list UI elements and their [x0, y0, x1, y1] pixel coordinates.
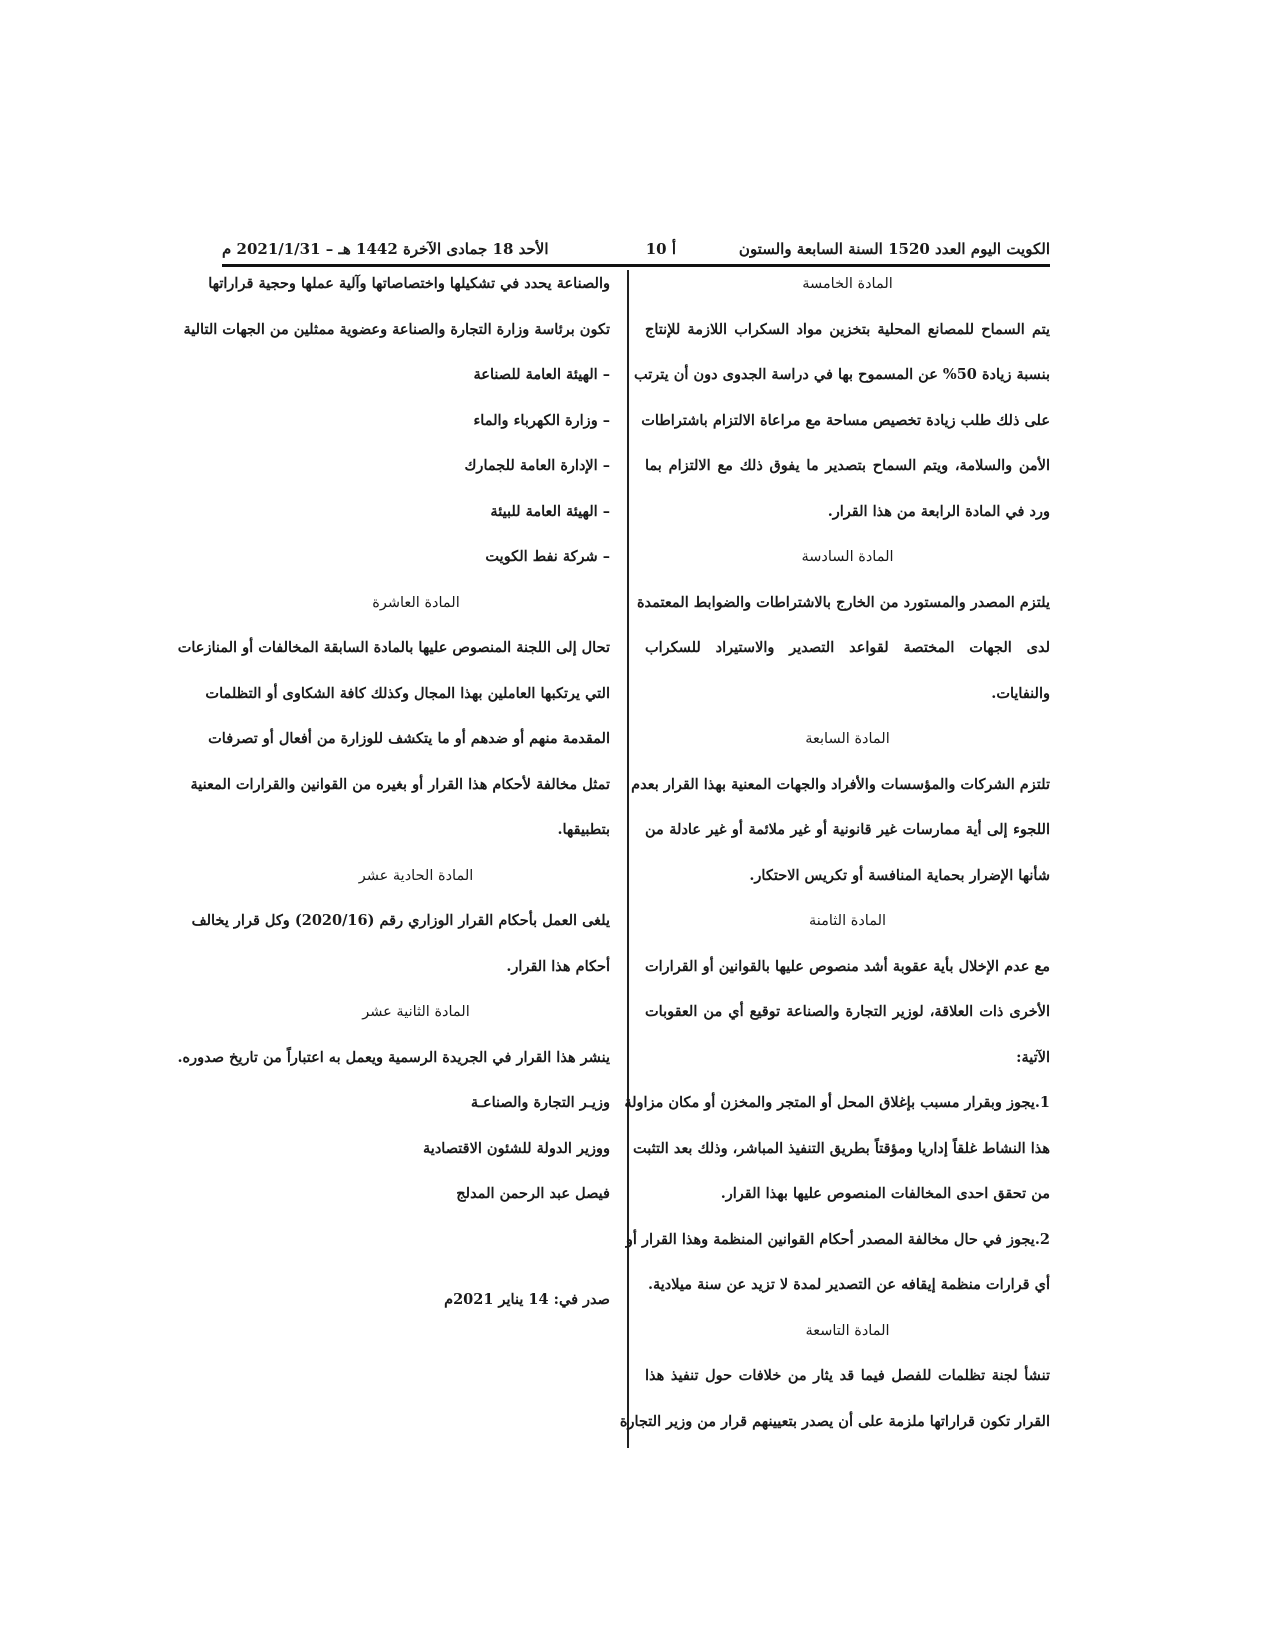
article-8-line: الآتية: — [1016, 1048, 1050, 1066]
article-9-line: القرار تكون قراراتها ملزمة على أن يصدر بتعيينهم قرار من وزير التجارة — [619, 1412, 1050, 1430]
article-7-line: اللجوء إلى أية ممارسات غير قانونية أو غير ملائمة أو غير عادلة من — [645, 821, 1050, 838]
committee-body-item: – الهيئة العامة للصناعة — [473, 366, 610, 383]
article-7-title: المادة السابعة — [805, 731, 890, 747]
signatory-name: فيصل عبد الرحمن المدلج — [456, 1185, 610, 1202]
signatory-title: وزيـر التجارة والصناعـة — [470, 1094, 610, 1111]
signature-spacer — [222, 1228, 610, 1288]
article-8-line: 1.يجوز وبقرار مسبب بإغلاق المحل أو المتجر والمخزن أو مكان مزاولة — [624, 1094, 1050, 1111]
header-rule — [222, 264, 1050, 267]
article-10-line: بتطبيقها. — [557, 821, 610, 838]
article-9-line: تنشأ لجنة تظلمات للفصل فيما قد يثار من خلافات حول تنفيذ هذا — [645, 1367, 1050, 1384]
committee-body-item: – الهيئة العامة للبيئة — [490, 502, 610, 520]
article-7-line: تلتزم الشركات والمؤسسات والأفراد والجهات المعنية بهذا القرار بعدم — [631, 775, 1050, 793]
article-5-title: المادة الخامسة — [802, 276, 893, 292]
page-header — [222, 236, 1050, 264]
article-6-title: المادة السادسة — [801, 549, 894, 565]
header-date: الأحد 18 جمادى الآخرة 1442 هـ – 2021/1/31 م — [222, 240, 549, 258]
continuation-line: والصناعة يحدد في تشكيلها واختصاصاتها وآلية عملها وحجية قراراتها — [208, 275, 610, 292]
article-5-line: يتم السماح للمصانع المحلية بتخزين مواد السكراب اللازمة للإنتاج — [645, 320, 1050, 338]
article-10-line: المقدمة منهم أو ضدهم أو ما يتكشف للوزارة من أفعال أو تصرفات — [208, 730, 610, 747]
article-8-title: المادة الثامنة — [808, 913, 887, 929]
committee-body-item: – وزارة الكهرباء والماء — [473, 411, 610, 429]
article-10-title: المادة العاشرة — [372, 594, 460, 611]
article-10-line: التي يرتكبها العاملين بهذا المجال وكذلك كافة الشكاوى أو التظلمات — [205, 684, 610, 702]
article-7-line: شأنها الإضرار بحماية المنافسة أو تكريس الاحتكار. — [749, 866, 1050, 884]
article-5-line: بنسبة زيادة 50% عن المسموح بها في دراسة الجدوى دون أن يترتب — [634, 366, 1050, 383]
article-6-line: يلتزم المصدر والمستورد من الخارج بالاشتراطات والضوابط المعتمدة — [636, 593, 1050, 611]
column-divider — [627, 270, 629, 1448]
article-8-line: من تحقق احدى المخالفات المنصوص عليها بهذا القرار. — [720, 1185, 1050, 1202]
signatory-title: ووزير الدولة للشئون الاقتصادية — [423, 1139, 610, 1157]
committee-body-item: – شركة نفط الكويت — [485, 548, 610, 565]
article-6-line: والنفايات. — [991, 684, 1050, 702]
publication-title: الكويت اليوم العدد 1520 السنة السابعة والستون — [738, 240, 1050, 258]
article-6-line: لدى الجهات المختصة لقواعد التصدير والاستيراد للسكراب — [645, 639, 1050, 656]
left-column — [177, 272, 610, 1333]
article-11-title: المادة الحادية عشر — [358, 867, 474, 884]
article-11-line: يلغى العمل بأحكام القرار الوزاري رقم (2020/16) وكل قرار يخالف — [191, 912, 610, 929]
article-12-line: ينشر هذا القرار في الجريدة الرسمية ويعمل به اعتباراً من تاريخ صدوره. — [177, 1048, 610, 1066]
article-12-title: المادة الثانية عشر — [362, 1004, 470, 1020]
article-8-line: مع عدم الإخلال بأية عقوبة أشد منصوص عليها بالقوانين أو القرارات — [645, 957, 1050, 975]
article-10-line: تمثل مخالفة لأحكام هذا القرار أو بغيره من القوانين والقرارات المعنية — [190, 775, 610, 793]
page-number: أ 10 — [645, 240, 676, 258]
committee-body-item: – الإدارة العامة للجمارك — [464, 457, 610, 474]
article-11-line: أحكام هذا القرار. — [506, 957, 610, 975]
article-8-line: الأخرى ذات العلاقة، لوزير التجارة والصناعة توقيع أي من العقوبات — [645, 1003, 1050, 1020]
article-8-line: هذا النشاط غلقاً إداريا ومؤقتاً بطريق التنفيذ المباشر، وذلك بعد التثبت — [632, 1139, 1050, 1157]
article-5-line: الأمن والسلامة، ويتم السماح بتصدير ما يفوق ذلك مع الالتزام بما — [645, 457, 1050, 474]
continuation-line: تكون برئاسة وزارة التجارة والصناعة وعضوية ممثلين من الجهات التالية — [183, 320, 610, 338]
right-column — [619, 272, 1050, 1455]
issue-date: صدر في: 14 يناير 2021م — [444, 1290, 610, 1308]
article-8-line: أي قرارات منظمة إيقافه عن التصدير لمدة لا تزيد عن سنة ميلادية. — [647, 1276, 1050, 1293]
article-9-title: المادة التاسعة — [805, 1322, 890, 1339]
article-5-line: ورد في المادة الرابعة من هذا القرار. — [827, 502, 1050, 520]
article-10-line: تحال إلى اللجنة المنصوص عليها بالمادة السابقة المخالفات أو المنازعات — [177, 639, 610, 656]
article-8-line: 2.يجوز في حال مخالفة المصدر أحكام القوانين المنظمة وهذا القرار أو — [625, 1230, 1050, 1248]
article-5-line: على ذلك طلب زيادة تخصيص مساحة مع مراعاة الالتزام باشتراطات — [641, 411, 1050, 429]
